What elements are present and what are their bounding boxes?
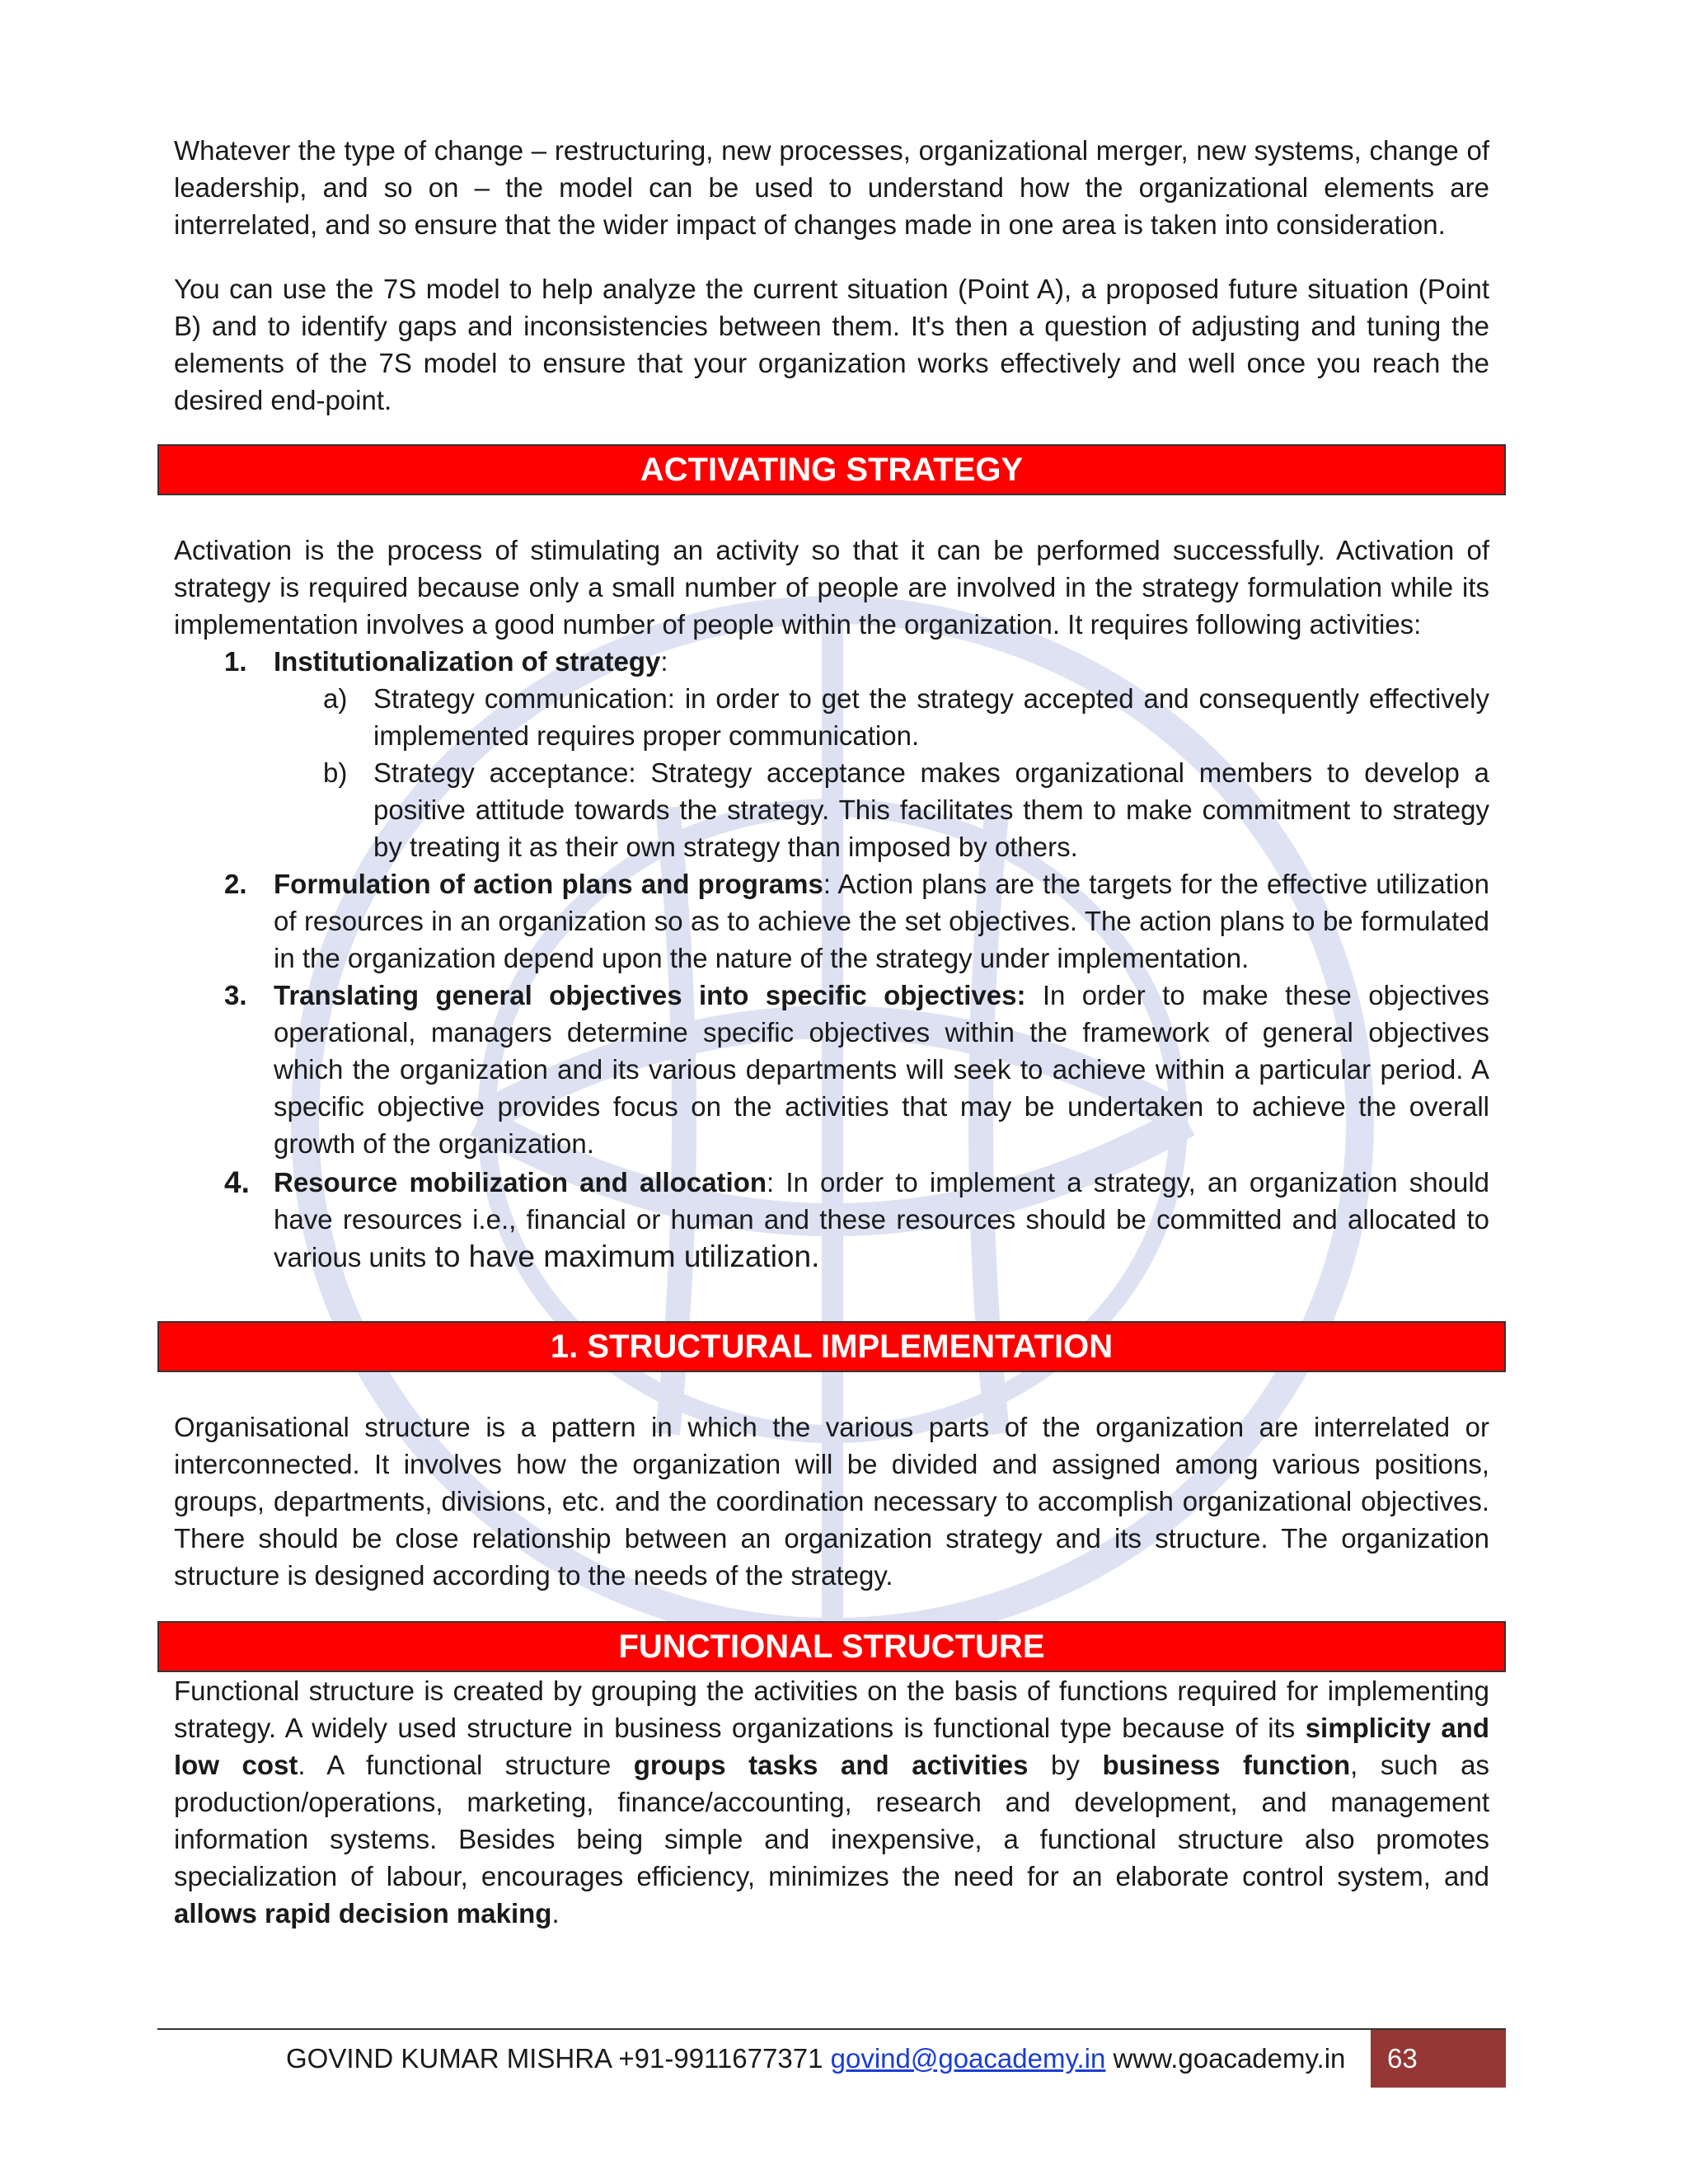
- functional-text: , such as production/operations, marketing, finance/accounting, research and development, and management information systems. Besides being simple and inexpensive, a functional structure also promotes specialization of labour, encourages efficiency, minimizes the need for an elaborate control system, and: [174, 1750, 1489, 1891]
- functional-structure-heading: FUNCTIONAL STRUCTURE: [157, 1621, 1506, 1672]
- sub-list-text: Strategy acceptance: Strategy acceptance makes organizational members to develop a positive attitude towards the strategy. This facilitates them to make commitment to strategy by treating it as their own strategy than imposed by others.: [373, 757, 1489, 862]
- sub-list-text: Strategy communication: in order to get the strategy accepted and consequently effectively implemented requires proper communication.: [373, 683, 1489, 751]
- functional-text: Functional structure is created by grouping the activities on the basis of functions required for implementing strategy. A widely used structure in business organizations is functional type because of its: [174, 1675, 1489, 1743]
- footer-contact: [286, 2030, 1345, 2088]
- list-item-text: :: [660, 646, 668, 677]
- sub-list-item: [274, 680, 1489, 754]
- functional-text: . A functional structure: [298, 1750, 634, 1780]
- sub-list-letter: a): [323, 683, 348, 714]
- list-item: [174, 1164, 1489, 1276]
- footer-website: www.goacademy.in: [1105, 2043, 1346, 2074]
- list-item: [174, 865, 1489, 977]
- list-item: [174, 643, 1489, 680]
- activating-intro: Activation is the process of stimulating an activity so that it can be performed successfully. Activation of strategy is required because only a small number of people are involved in the strategy formulation while its implementation involves a good number of people within the organization. It requires following activities:: [174, 535, 1489, 640]
- page-number: 63: [1371, 2030, 1506, 2088]
- footer-name-phone: GOVIND KUMAR MISHRA +91-9911677371: [286, 2043, 831, 2074]
- structural-implementation-heading: 1. STRUCTURAL IMPLEMENTATION: [157, 1321, 1506, 1372]
- list-number: 2.: [224, 869, 247, 899]
- list-item-tail: to have maximum utilization.: [426, 1240, 820, 1273]
- activating-strategy-heading: ACTIVATING STRATEGY: [157, 444, 1506, 495]
- page-footer: [157, 2030, 1506, 2088]
- intro-paragraph-2: You can use the 7S model to help analyze the current situation (Point A), a proposed future situation (Point B) and to identify gaps and inconsistencies between them. It's then a question of adjusting and tuning the elements of the 7S model to ensure that your organization works effectively and well once you reach the desired end-point.: [174, 274, 1489, 415]
- sub-list-letter: b): [323, 757, 348, 788]
- functional-bold-text: simplicity and low cost: [174, 1713, 1489, 1780]
- functional-text: by: [1028, 1750, 1103, 1780]
- list-item-title: Resource mobilization and allocation: [274, 1167, 767, 1197]
- list-item-title: Formulation of action plans and programs: [274, 869, 823, 899]
- institutionalization-sublist: [174, 680, 1489, 865]
- sub-list-item: [274, 754, 1489, 865]
- list-item-title: Translating general objectives into specific objectives:: [274, 980, 1026, 1010]
- footer-email-link[interactable]: govind@goacademy.in: [830, 2043, 1106, 2074]
- list-item-text: In order to make these objectives operational, managers determine specific objectives within the framework of general objectives which the organization and its various departments will seek to achieve within a particular period. A specific objective provides focus on the activities that may be undertaken to achieve the overall growth of the organization.: [274, 980, 1489, 1159]
- structural-paragraph: Organisational structure is a pattern in which the various parts of the organization are interrelated or interconnected. It involves how the organization will be divided and assigned among various positions, groups, departments, divisions, etc. and the coordination necessary to accomplish organizational objectives. There should be close relationship between an organization strategy and its structure. The organization structure is designed according to the needs of the strategy.: [174, 1412, 1489, 1591]
- list-number: 3.: [224, 980, 247, 1010]
- list-item: [174, 977, 1489, 1162]
- functional-paragraph: [174, 1672, 1489, 1932]
- page-content: [174, 132, 1489, 1932]
- activating-list-continued: [174, 865, 1489, 1276]
- list-number: 1.: [224, 646, 247, 677]
- list-item-text: : Action plans are the targets for the effective utilization of resources in an organization so as to achieve the set objectives. The action plans to be formulated in the organization depend upon the nature of the strategy under implementation.: [274, 869, 1489, 973]
- activating-list: [174, 643, 1489, 680]
- functional-bold-text: allows rapid decision making: [174, 1898, 552, 1929]
- intro-paragraph-1: Whatever the type of change – restructuring, new processes, organizational merger, new systems, change of leadership, and so on – the model can be used to understand how the organizational elements are interrelated, and so ensure that the wider impact of changes made in one area is taken into consideration.: [174, 135, 1489, 240]
- list-number: 4.: [224, 1165, 250, 1199]
- list-item-text: : In order to implement a strategy, an organization should have resources i.e., financial or human and these resources should be committed and allocated to various units: [274, 1167, 1490, 1272]
- functional-text: .: [551, 1898, 560, 1929]
- functional-bold-text: business function: [1102, 1750, 1351, 1780]
- list-item-title: Institutionalization of strategy: [274, 646, 661, 677]
- functional-bold-text: groups tasks and activities: [633, 1750, 1029, 1780]
